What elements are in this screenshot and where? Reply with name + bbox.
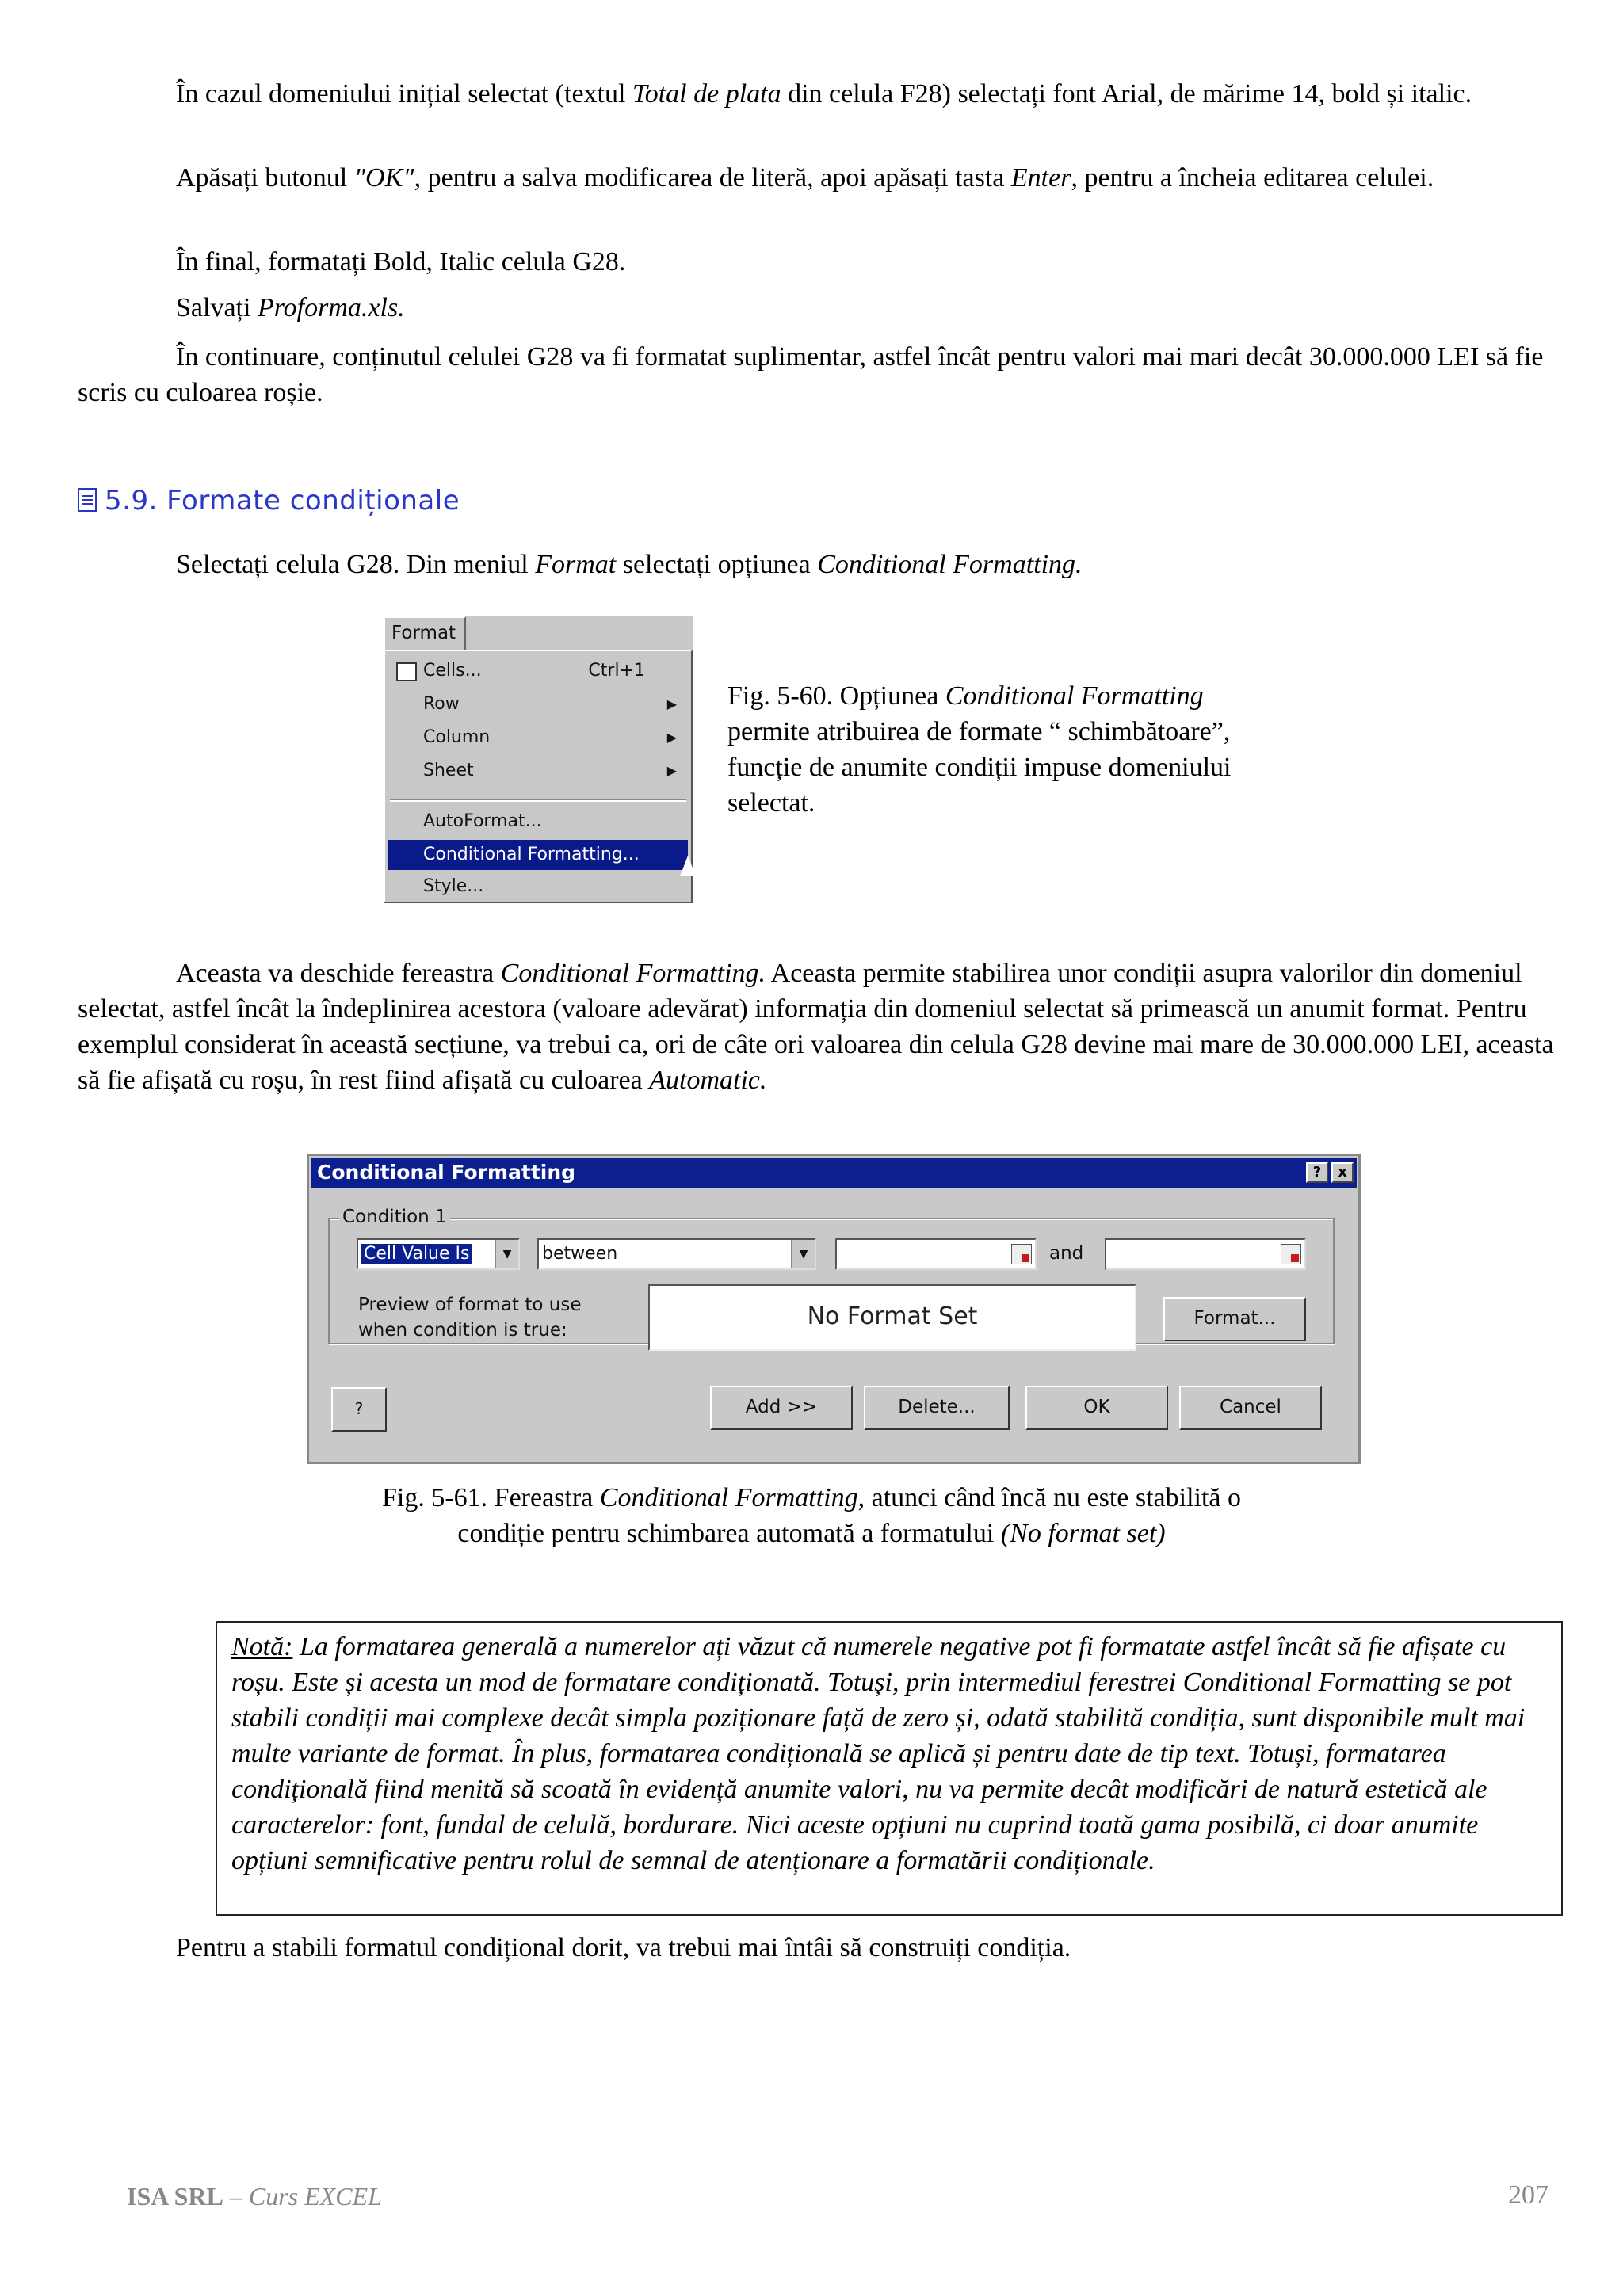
menu-item-label: Column <box>423 727 491 747</box>
submenu-arrow-icon: ▶ <box>666 696 677 711</box>
help-icon[interactable]: ? <box>1306 1162 1328 1183</box>
figure-61-caption-line1 <box>0 1480 1623 1516</box>
menu-item-label: Sheet <box>423 761 474 780</box>
text: Fig. 5-60. Opțiunea <box>727 681 945 711</box>
condition-type-select[interactable] <box>357 1238 520 1270</box>
emphasis: Conditional Formatting <box>599 1483 858 1512</box>
menu-separator <box>390 799 686 802</box>
text: Salvați <box>176 293 258 322</box>
text: , pentru a salva modificarea de literă, apoi apăsați tasta <box>414 163 1011 193</box>
submenu-arrow-icon: ▶ <box>666 763 677 778</box>
menu-item-column[interactable] <box>388 723 688 753</box>
mouse-cursor-icon <box>680 856 696 876</box>
menu-item-label: Conditional Formatting... <box>423 845 640 864</box>
section-heading <box>78 485 460 517</box>
range-selector-icon[interactable] <box>1281 1244 1301 1264</box>
emphasis: Total de plata <box>632 79 781 109</box>
operator-select[interactable] <box>537 1238 816 1270</box>
footer-course <box>127 2182 382 2211</box>
footer-company: ISA SRL <box>127 2182 223 2210</box>
document-icon <box>78 488 97 512</box>
emphasis: "OK" <box>353 163 414 193</box>
operator-value: between <box>542 1244 618 1264</box>
paragraph-select-cell <box>176 547 1083 582</box>
preview-label <box>358 1292 581 1343</box>
office-assistant-button[interactable] <box>331 1387 387 1432</box>
menu-item-sheet[interactable] <box>388 756 688 786</box>
paragraph-continuation: În continuare, conținutul celulei G28 va fi formatat suplimentar, astfel încât pentru valori mai mari decât 30.000.000 LEI să fie scris cu culoarea roșie. <box>78 342 1544 407</box>
menu-item-label: AutoFormat... <box>423 811 542 831</box>
text: Aceasta va deschide fereastra <box>176 959 501 988</box>
figure-61-caption-line2 <box>0 1516 1623 1551</box>
text: , atunci când încă nu este stabilită o <box>857 1483 1242 1512</box>
cancel-button[interactable]: Cancel <box>1179 1386 1322 1430</box>
caption-line: selectat. <box>727 788 815 818</box>
range-selector-icon[interactable] <box>1011 1244 1032 1264</box>
condition-type-value: Cell Value Is <box>361 1244 472 1264</box>
chevron-down-icon[interactable]: ▼ <box>791 1240 815 1268</box>
figure-60-caption <box>727 678 1409 821</box>
paragraph-font-selection <box>78 76 1560 112</box>
paragraph-ok-enter <box>78 160 1560 196</box>
conditional-formatting-dialog <box>307 1154 1361 1464</box>
submenu-arrow-icon: ▶ <box>666 730 677 745</box>
chevron-down-icon[interactable]: ▼ <box>495 1240 518 1268</box>
menu-item-style[interactable] <box>388 871 688 902</box>
menu-item-label: Style... <box>423 876 484 896</box>
text: din celula F28) selectați font Arial, de mărime 14, bold și italic. <box>781 79 1472 109</box>
emphasis: Format <box>535 550 617 579</box>
footer-dash: – <box>223 2182 249 2210</box>
paragraph-final: Pentru a stabili formatul condițional dorit, va trebui mai întâi să construiți condiția. <box>176 1933 1071 1962</box>
menu-item-cells[interactable] <box>388 656 688 686</box>
format-menu-figure <box>384 616 693 903</box>
format-preview: No Format Set <box>648 1284 1136 1351</box>
section-title: 5.9. Formate condiționale <box>105 485 460 517</box>
emphasis: Conditional Formatting. <box>500 959 766 988</box>
condition-group-label: Condition 1 <box>339 1207 450 1227</box>
value2-input[interactable] <box>1105 1238 1306 1270</box>
shortcut: Ctrl+1 <box>588 661 645 681</box>
note-text: La formatarea generală a numerelor ați văzut că numerele negative pot fi formatate astfel încât să fie afișate cu roșu. Este și acesta un mod de formatare condiționată. Totuși, prin intermediul ferestrei Conditional Formatting se pot stabili condiții mai complexe decât simpla poziționare față de zero și, odată stabilită condiția, sunt disponibile mult mai multe variante de format. În plus, formatarea condițională se aplică și pentru date de tip text. Totuși, formatarea condițională fiind menită să scoată în evidență anumite valori, nu va permite decât modificări de natură estetică ale caracterelor: font, fundal de celulă, bordurare. Nici aceste opțiuni nu cuprind toată gama posibilă, ci doar anumite opțiuni semnificative pentru rolul de semnal de atenționare a formatării condiționale. <box>231 1632 1526 1875</box>
delete-condition-button[interactable]: Delete... <box>864 1386 1010 1430</box>
menu-title-format[interactable]: Format <box>384 616 466 650</box>
text: Aceasta permite stabilirea unor condiții asupra valorilor din domeniul selectat, astfel încât la îndeplinirea acestora (valoare adevărat) informația din domeniul selectat să primească un anumit format. Pentru exemplul considerat în această secțiune, va trebui ca, ori de câte ori valoarea din celula G28 devine mai mare de 30.000.000 LEI, aceasta să fie afișată cu roșu, în rest fiind afișată cu culoarea <box>78 959 1554 1095</box>
format-menu-panel <box>384 650 693 903</box>
dialog-title-bar <box>311 1158 1357 1188</box>
text: Fig. 5-61. Fereastra <box>381 1483 600 1512</box>
menu-item-conditional-formatting[interactable] <box>388 840 688 870</box>
emphasis: Enter <box>1010 163 1071 193</box>
text: selectați opțiunea <box>616 550 818 579</box>
paragraph-dialog-description <box>78 955 1560 1098</box>
footer-course-name: Curs EXCEL <box>248 2182 382 2210</box>
text: Selectați celula G28. Din meniul <box>176 550 536 579</box>
and-label: and <box>1049 1243 1084 1264</box>
page-number: 207 <box>1508 2180 1549 2210</box>
preview-label-line: Preview of format to use <box>358 1295 582 1315</box>
value1-input[interactable] <box>835 1238 1037 1270</box>
note-box <box>216 1621 1563 1916</box>
text: În cazul domeniului inițial selectat (textul <box>176 79 632 109</box>
emphasis: Conditional Formatting <box>945 681 1204 711</box>
filename: Proforma.xls. <box>257 293 405 322</box>
dialog-title: Conditional Formatting <box>317 1161 576 1184</box>
emphasis: Conditional Formatting. <box>817 550 1083 579</box>
preview-label-line: when condition is true: <box>358 1320 567 1341</box>
caption-line: permite atribuirea de formate “ schimbătoare”, <box>727 717 1231 746</box>
format-button[interactable]: Format... <box>1163 1297 1306 1341</box>
text: condiție pentru schimbarea automată a formatului <box>457 1519 1001 1548</box>
text: Apăsați butonul <box>176 163 354 193</box>
menu-item-label: Row <box>423 694 460 714</box>
paragraph-bold-italic: În final, formatați Bold, Italic celula G28. <box>176 247 626 277</box>
menu-item-label: Cells... <box>423 661 482 681</box>
emphasis: Automatic. <box>649 1066 767 1095</box>
note-label: Notă: <box>231 1632 293 1661</box>
add-condition-button[interactable]: Add >> <box>710 1386 853 1430</box>
help-icon: ? <box>354 1399 364 1418</box>
paragraph-save <box>176 290 405 326</box>
menu-item-autoformat[interactable] <box>388 807 688 837</box>
cells-icon <box>396 662 417 681</box>
ok-button[interactable]: OK <box>1025 1386 1168 1430</box>
close-icon[interactable]: x <box>1331 1162 1354 1183</box>
menu-item-row[interactable] <box>388 689 688 719</box>
emphasis: (No format set) <box>1000 1519 1166 1548</box>
text: , pentru a încheia editarea celulei. <box>1071 163 1434 193</box>
caption-line: funcție de anumite condiții impuse domeniului <box>727 753 1232 782</box>
